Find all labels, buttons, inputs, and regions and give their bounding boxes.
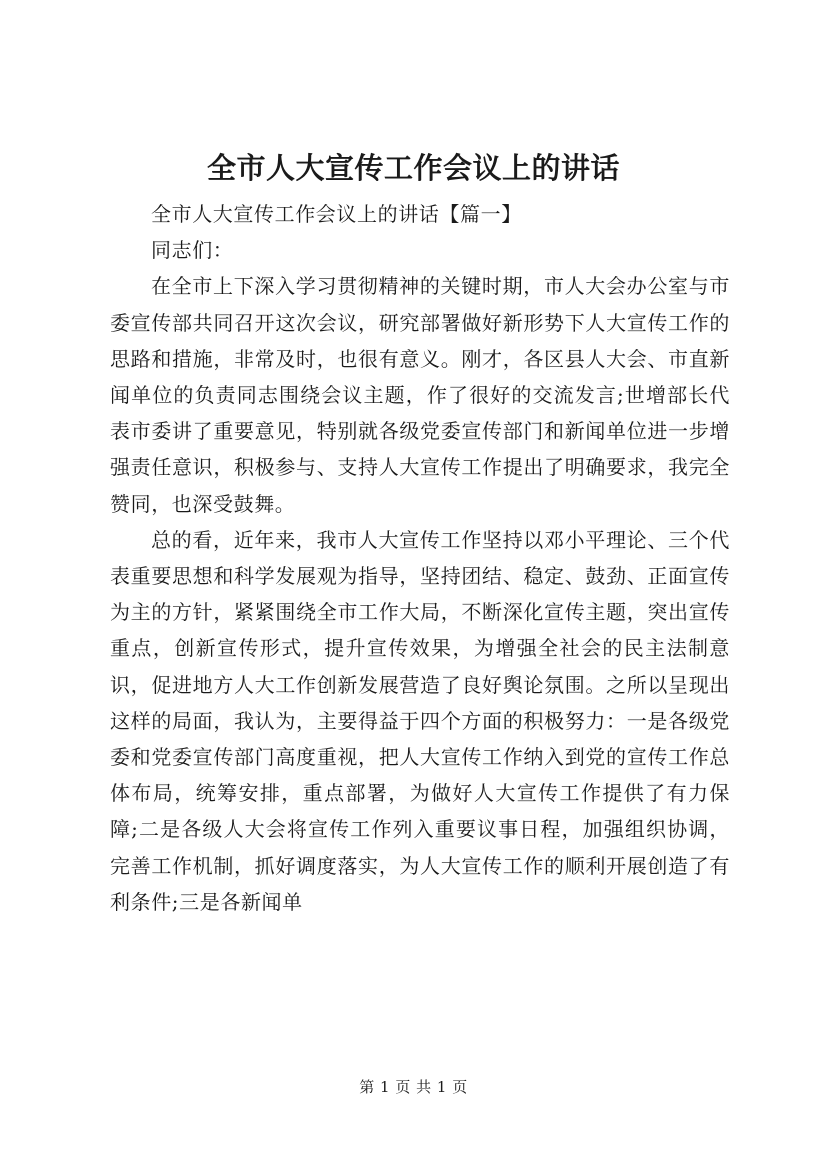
document-title: 全市人大宣传工作会议上的讲话 [206, 151, 620, 185]
body-paragraph: 总的看，近年来，我市人大宣传工作坚持以邓小平理论、三个代表重要思想和科学发展观为指导，坚持团结、稳定、鼓劲、正面宣传为主的方针，紧紧围绕全市工作大局，不断深化宣传主题，突出宣传重点，创新宣传形式，提升宣传效果，为增强全社会的民主法制意识，促进地方人大工作创新发展营造了良好舆论氛围。之所以呈现出这样的局面，我认为，主要得益于四个方面的积极努力：一是各级党委和党委宣传部门高度重视，把人大宣传工作纳入到党的宣传工作总体布局，统筹安排，重点部署，为做好人大宣传工作提供了有力保障;二是各级人大会将宣传工作列入重要议事日程，加强组织协调，完善工作机制，抓好调度落实，为人大宣传工作的顺利开展创造了有利条件;三是各新闻单 [110, 527, 730, 914]
document-body [110, 196, 730, 920]
subtitle-paragraph: 全市人大宣传工作会议上的讲话【篇一】 [151, 202, 522, 226]
page-number-footer: 第 1 页 共 1 页 [359, 1078, 468, 1096]
salutation-paragraph: 同志们： [151, 238, 234, 263]
body-paragraph: 在全市上下深入学习贯彻精神的关键时期，市人大会办公室与市委宣传部共同召开这次会议，研究部署做好新形势下人大宣传工作的思路和措施，非常及时，也很有意义。刚才，各区县人大会、市直新闻单位的负责同志围绕会议主题，作了很好的交流发言;世增部长代表市委讲了重要意见，特别就各级党委宣传部门和新闻单位进一步增强责任意识，积极参与、支持人大宣传工作提出了明确要求，我完全赞同，也深受鼓舞。 [110, 274, 730, 516]
